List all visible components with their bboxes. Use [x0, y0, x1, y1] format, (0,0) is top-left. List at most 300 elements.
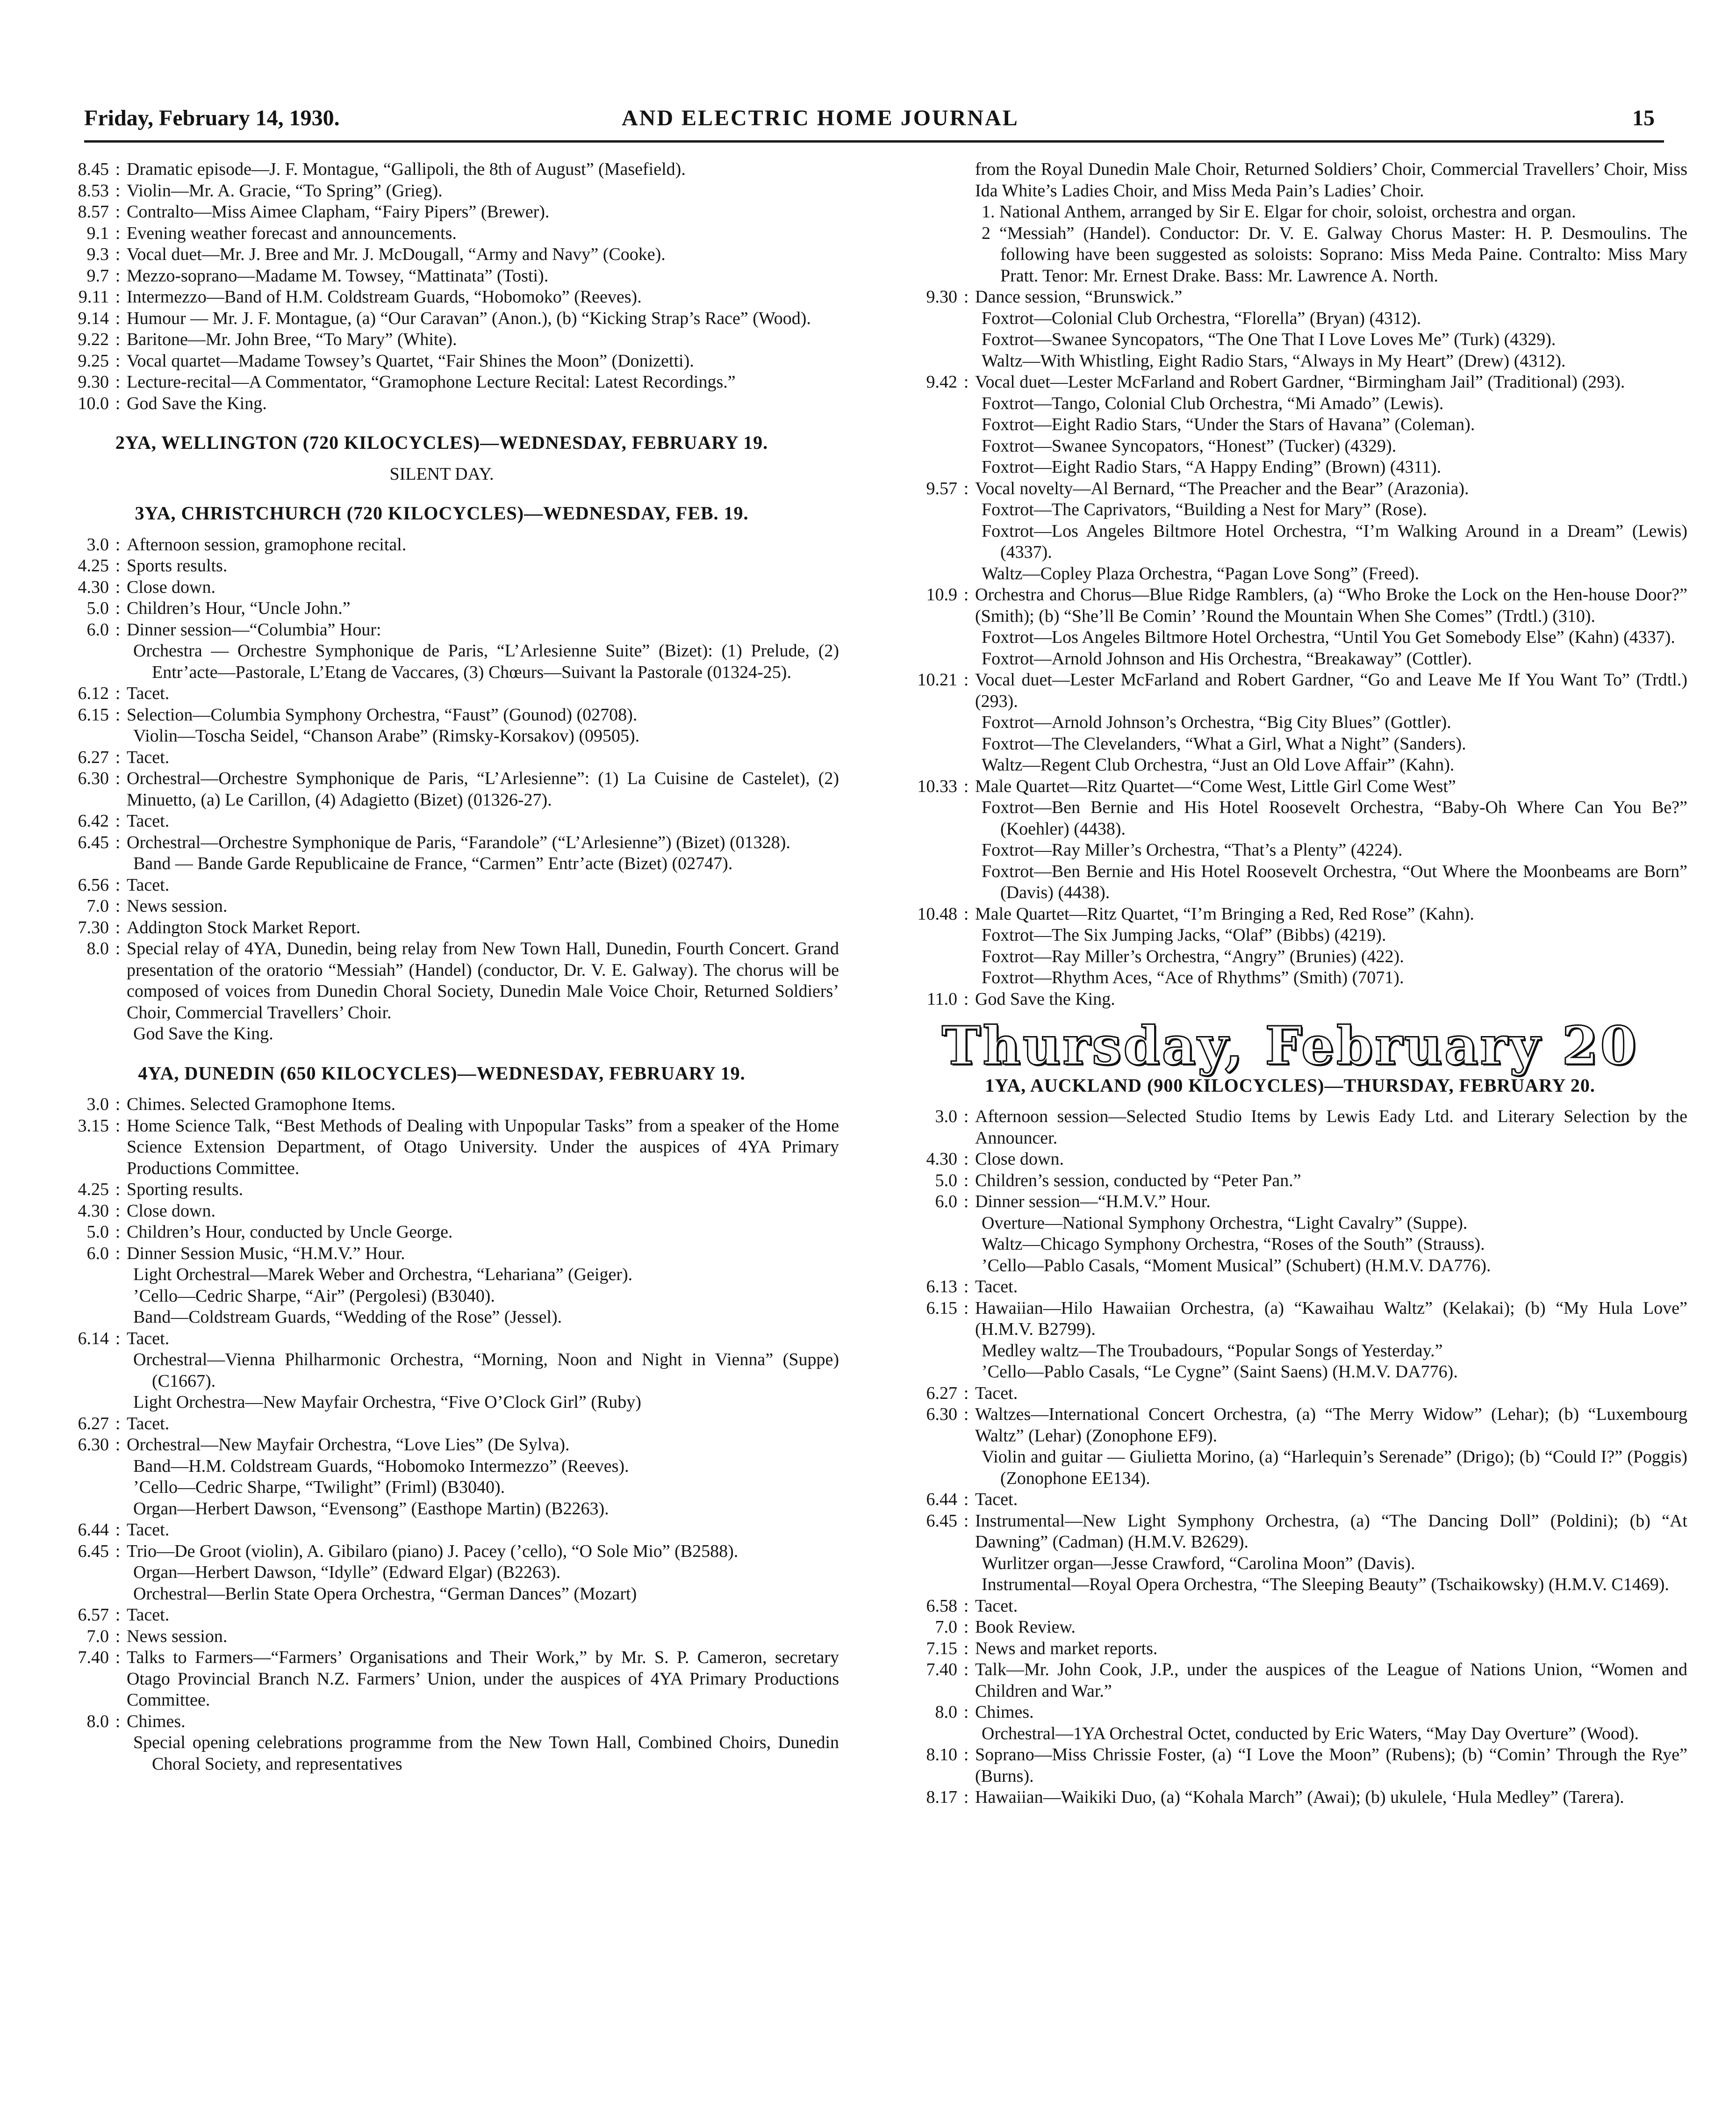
time-separator: : — [115, 556, 121, 576]
entry-time: 6.44 — [78, 1520, 109, 1540]
entry-time: 4.30 — [78, 577, 109, 597]
entry-time: 7.0 — [86, 1626, 109, 1646]
entry-text: Tacet. — [127, 1328, 170, 1348]
program-entry — [893, 1702, 1687, 1723]
journal-title: AND ELECTRIC HOME JOURNAL — [622, 106, 1019, 130]
entry-time: 5.0 — [86, 598, 109, 618]
entry-text: Dinner session—“H.M.V.” Hour. — [975, 1192, 1211, 1211]
time-separator: : — [115, 1413, 121, 1433]
entry-time: 6.0 — [935, 1192, 957, 1211]
program-entry — [44, 555, 839, 577]
program-entry — [44, 705, 839, 726]
time-separator: : — [115, 1648, 121, 1667]
entry-text: Afternoon session, gramophone recital. — [127, 534, 407, 554]
entry-text: Hawaiian—Hilo Hawaiian Orchestra, (a) “Kawaihau Waltz” (Kelakai); (b) “My Hula Love” (H.M.V. B2799). — [975, 1298, 1687, 1339]
entry-time: 5.0 — [86, 1222, 109, 1242]
time-separator: : — [963, 989, 969, 1009]
entry-time: 6.45 — [78, 832, 109, 852]
entry-time: 8.17 — [926, 1787, 957, 1807]
time-separator: : — [115, 1243, 121, 1263]
entry-text: Special relay of 4YA, Dunedin, being relay from New Town Hall, Dunedin, Fourth Concert. Grand presentation of the oratorio “Messiah” (Handel) (conductor, Dr. V. E. Galway). The chorus will be composed of voices from Dunedin Choral Society, Dunedin Male Voice Choir, Returned Soldiers’ Choir, Commercial Travellers’ Choir. — [127, 939, 839, 1022]
time-separator: : — [115, 1520, 121, 1540]
program-entry — [44, 329, 839, 351]
time-separator: : — [115, 330, 121, 349]
program-entry — [893, 670, 1687, 712]
entry-time: 6.0 — [86, 1243, 109, 1263]
program-entry — [893, 1106, 1687, 1149]
time-separator: : — [115, 534, 121, 554]
entry-time: 7.0 — [86, 896, 109, 916]
entry-text: Orchestra and Chorus—Blue Ridge Ramblers, (a) “Who Broke the Lock on the Hen-house Door?” (Smith); (b) “She’ll Be Comin’ ’Round the Mountain When She Comes” (Trdtl.) (310). — [975, 585, 1687, 626]
entry-time: 6.42 — [78, 811, 109, 831]
entry-time: 10.0 — [78, 393, 109, 413]
program-sub-item: Foxtrot—Ray Miller’s Orchestra, “Angry” (Brunies) (422). — [982, 946, 1404, 966]
program-entry — [44, 180, 839, 202]
program-sub-item: Foxtrot—Arnold Johnson’s Orchestra, “Big City Blues” (Gottler). — [982, 713, 1451, 732]
entry-text: Close down. — [975, 1149, 1064, 1169]
time-separator: : — [963, 1617, 969, 1637]
time-separator: : — [115, 1222, 121, 1242]
time-separator: : — [963, 1149, 969, 1169]
time-separator: : — [115, 287, 121, 307]
time-separator: : — [115, 223, 121, 243]
entry-time: 6.27 — [78, 1413, 109, 1433]
entry-text: Sports results. — [127, 556, 228, 576]
program-sub-item: Light Orchestra—New Mayfair Orchestra, “Five O’Clock Girl” (Ruby) — [133, 1392, 641, 1412]
entry-time: 6.58 — [926, 1596, 957, 1616]
time-separator: : — [963, 1596, 969, 1616]
program-sub-item: Waltz—With Whistling, Eight Radio Stars, “Always in My Heart” (Drew) (4312). — [982, 351, 1566, 371]
program-entry — [44, 202, 839, 223]
program-sub-item: Foxtrot—Eight Radio Stars, “A Happy Ending” (Brown) (4311). — [982, 457, 1442, 477]
entry-text: Tacet. — [127, 875, 170, 895]
program-sub-item: ’Cello—Pablo Casals, “Moment Musical” (Schubert) (H.M.V. DA776). — [982, 1255, 1491, 1275]
time-separator: : — [115, 372, 121, 392]
entry-text: Children’s Hour, “Uncle John.” — [127, 598, 351, 618]
entry-text: Tacet. — [975, 1277, 1018, 1296]
program-sub-item: 1. National Anthem, arranged by Sir E. Elgar for choir, soloist, orchestra and organ. — [982, 202, 1576, 222]
entry-text: Trio—De Groot (violin), A. Gibilaro (piano) J. Pacey (’cello), “O Sole Mio” (B2588). — [127, 1541, 739, 1561]
entry-text: God Save the King. — [975, 989, 1115, 1009]
program-entry — [44, 1647, 839, 1711]
time-separator: : — [963, 670, 969, 690]
wednesday-continued-list — [44, 159, 839, 414]
program-entry — [893, 1489, 1687, 1511]
entry-time: 6.30 — [926, 1404, 957, 1424]
entry-text: News and market reports. — [975, 1638, 1158, 1658]
program-sub-item: Foxtrot—Swanee Syncopators, “Honest” (Tucker) (4329). — [982, 436, 1397, 456]
time-separator: : — [963, 1745, 969, 1764]
program-entry — [44, 1626, 839, 1648]
time-separator: : — [115, 577, 121, 597]
entry-time: 8.0 — [86, 1711, 109, 1731]
entry-time: 4.25 — [78, 1180, 109, 1199]
entry-text: Tacet. — [127, 1605, 170, 1625]
entry-time: 10.48 — [917, 904, 957, 924]
time-separator: : — [115, 180, 121, 201]
time-separator: : — [963, 585, 969, 605]
time-separator: : — [115, 1605, 121, 1625]
time-separator: : — [115, 747, 121, 767]
silent-day-note: SILENT DAY. — [389, 464, 494, 484]
program-entry — [44, 917, 839, 939]
entry-text: Male Quartet—Ritz Quartet, “I’m Bringing a Red, Red Rose” (Kahn). — [975, 904, 1474, 924]
program-sub-item: Overture—National Symphony Orchestra, “Light Cavalry” (Suppe). — [982, 1213, 1468, 1233]
program-sub-item: Light Orchestral—Marek Weber and Orchestra, “Lehariana” (Geiger). — [133, 1265, 633, 1284]
time-separator: : — [115, 351, 121, 371]
entry-time: 11.0 — [926, 989, 957, 1009]
program-entry — [893, 776, 1687, 798]
program-entry — [44, 619, 839, 641]
time-separator: : — [115, 393, 121, 413]
entry-text: Baritone—Mr. John Bree, “To Mary” (White). — [127, 330, 457, 349]
time-separator: : — [115, 811, 121, 831]
program-entry — [893, 1787, 1687, 1808]
time-separator: : — [963, 478, 969, 498]
program-entry — [893, 1638, 1687, 1660]
time-separator: : — [115, 308, 121, 328]
entry-time: 6.56 — [78, 875, 109, 895]
program-sub-item: ’Cello—Cedric Sharpe, “Air” (Pergolesi) (B3040). — [133, 1286, 495, 1306]
program-entry — [44, 266, 839, 287]
program-sub-item: Foxtrot—Rhythm Aces, “Ace of Rhythms” (Smith) (7071). — [982, 968, 1404, 987]
time-separator: : — [963, 1170, 969, 1190]
time-separator: : — [115, 1626, 121, 1646]
program-entry — [44, 1179, 839, 1201]
program-entry — [44, 938, 839, 1023]
entry-text: News session. — [127, 896, 228, 916]
program-entry — [44, 287, 839, 308]
entry-time: 8.0 — [86, 939, 109, 958]
entry-time: 7.40 — [78, 1648, 109, 1667]
entry-text: Dinner Session Music, “H.M.V.” Hour. — [127, 1243, 405, 1263]
time-separator: : — [115, 1116, 121, 1136]
program-sub-item: God Save the King. — [133, 1024, 273, 1044]
program-entry — [893, 1298, 1687, 1340]
header-rule — [84, 140, 1664, 143]
program-entry — [893, 1744, 1687, 1787]
time-separator: : — [115, 598, 121, 618]
program-entry — [893, 584, 1687, 627]
entry-time: 6.44 — [926, 1490, 957, 1509]
thursday-day-heading: Thursday, February 20 — [941, 1015, 1639, 1077]
entry-text: Tacet. — [975, 1596, 1018, 1616]
time-separator: : — [963, 776, 969, 796]
program-sub-item: Band — Bande Garde Republicaine de France, “Carmen” Entr’acte (Bizet) (02747). — [133, 854, 733, 873]
entry-time: 9.1 — [86, 223, 109, 243]
program-entry — [893, 287, 1687, 308]
program-sub-item: Orchestra — Orchestre Symphonique de Paris, “L’Arlesienne Suite” (Bizet): (1) Prelude, (2) Entr’acte—Pastorale, L’Etang de Vaccares, (3) Chœurs—Suivant la Pastorale (01324-25). — [133, 641, 839, 682]
program-entry — [893, 1149, 1687, 1170]
entry-text: Mezzo-soprano—Madame M. Towsey, “Mattinata” (Tosti). — [127, 266, 549, 286]
program-sub-item: Waltz—Copley Plaza Orchestra, “Pagan Love Song” (Freed). — [982, 563, 1420, 583]
time-separator: : — [963, 1107, 969, 1126]
entry-time: 4.30 — [926, 1149, 957, 1169]
entry-text: Dramatic episode—J. F. Montague, “Gallipoli, the 8th of August” (Masefield). — [127, 159, 686, 179]
entry-time: 7.30 — [78, 917, 109, 937]
program-sub-item: 2 “Messiah” (Handel). Conductor: Dr. V. E. Galway Chorus Master: H. P. Desmoulins. The following have been suggested as soloists: Soprano: Miss Meda Paine. Contralto: Miss Mary Pratt. Tenor: Mr. Ernest Drake. Bass: Mr. Lawrence A. North. — [982, 223, 1687, 286]
entry-text: Hawaiian—Waikiki Duo, (a) “Kohala March” (Awai); (b) ukulele, ‘Hula Medley” (Tarera). — [975, 1787, 1624, 1807]
issue-date: Friday, February 14, 1930. — [84, 106, 340, 130]
program-sub-item: Orchestral—1YA Orchestral Octet, conducted by Eric Waters, “May Day Overture” (Wood). — [982, 1723, 1639, 1743]
entry-time: 9.57 — [926, 478, 957, 498]
entry-text: Vocal duet—Lester McFarland and Robert Gardner, “Birmingham Jail” (Traditional) (293). — [975, 372, 1625, 392]
entry-time: 10.9 — [926, 585, 957, 605]
entry-time: 8.0 — [935, 1702, 957, 1722]
time-separator: : — [115, 705, 121, 725]
program-sub-item: Foxtrot—Eight Radio Stars, “Under the Stars of Havana” (Coleman). — [982, 415, 1475, 434]
entry-text: Orchestral—New Mayfair Orchestra, “Love Lies” (De Sylva). — [127, 1435, 570, 1454]
entry-text: Violin—Mr. A. Gracie, “To Spring” (Grieg). — [127, 180, 443, 201]
program-sub-item: Wurlitzer organ—Jesse Crawford, “Carolina Moon” (Davis). — [982, 1553, 1415, 1573]
time-separator: : — [963, 287, 969, 307]
right-column — [893, 159, 1687, 1808]
entry-time: 9.11 — [78, 287, 109, 307]
entry-text: Sporting results. — [127, 1180, 244, 1199]
entry-time: 6.27 — [78, 747, 109, 767]
program-entry — [893, 1404, 1687, 1447]
entry-time: 9.3 — [86, 245, 109, 264]
entry-text: Soprano—Miss Chrissie Foster, (a) “I Love the Moon” (Rubens); (b) “Comin’ Through the Rye” (Burns). — [975, 1745, 1687, 1786]
program-sub-item: Violin—Toscha Seidel, “Chanson Arabe” (Rimsky-Korsakov) (09505). — [133, 726, 640, 746]
entry-time: 6.30 — [78, 1435, 109, 1454]
program-entry — [44, 1711, 839, 1733]
entry-text: Close down. — [127, 1201, 215, 1221]
entry-text: Children’s session, conducted by “Peter Pan.” — [975, 1170, 1301, 1190]
time-separator: : — [963, 1702, 969, 1722]
dunedin-continued-list — [893, 159, 1687, 1010]
entry-text: Tacet. — [127, 811, 170, 831]
time-separator: : — [963, 1404, 969, 1424]
entry-time: 6.14 — [78, 1328, 109, 1348]
entry-time: 7.15 — [926, 1638, 957, 1658]
entry-text: Selection—Columbia Symphony Orchestra, “Faust” (Gounod) (02708). — [127, 705, 638, 725]
page-header — [84, 101, 1655, 138]
christchurch-program-list — [44, 534, 839, 1045]
program-sub-item: Waltz—Chicago Symphony Orchestra, “Roses of the South” (Strauss). — [982, 1234, 1485, 1254]
time-separator: : — [115, 1541, 121, 1561]
time-separator: : — [115, 875, 121, 895]
program-sub-item: Foxtrot—Ben Bernie and His Hotel Roosevelt Orchestra, “Baby-Oh Where Can You Be?” (Koehler) (4438). — [982, 798, 1687, 839]
auckland-program-list — [893, 1106, 1687, 1808]
entry-text: Tacet. — [975, 1383, 1018, 1403]
entry-time: 6.57 — [78, 1605, 109, 1625]
program-sub-item: Band—Coldstream Guards, “Wedding of the Rose” (Jessel). — [133, 1307, 562, 1327]
entry-time: 9.30 — [78, 372, 109, 392]
entry-text: Orchestral—Orchestre Symphonique de Paris, “L’Arlesienne”: (1) La Cuisine de Castelet), (2) Minuetto, (a) Le Carillon, (4) Adagietto (Bizet) (01326-27). — [127, 769, 839, 810]
entry-text: Afternoon session—Selected Studio Items by Lewis Eady Ltd. and Literary Selection by the Announcer. — [975, 1107, 1687, 1148]
time-separator: : — [115, 1094, 121, 1114]
time-separator: : — [115, 832, 121, 852]
program-entry — [893, 989, 1687, 1010]
entry-time: 6.0 — [86, 619, 109, 640]
program-entry — [44, 534, 839, 556]
entry-text: Tacet. — [127, 747, 170, 767]
entry-text: Chimes. Selected Gramophone Items. — [127, 1094, 396, 1114]
time-separator: : — [115, 1201, 121, 1221]
time-separator: : — [115, 896, 121, 916]
program-entry — [44, 1328, 839, 1350]
entry-text: Children’s Hour, conducted by Uncle George. — [127, 1222, 453, 1242]
entry-time: 8.53 — [78, 180, 109, 201]
entry-text: Dinner session—“Columbia” Hour: — [127, 619, 381, 640]
program-entry — [44, 223, 839, 245]
left-column — [44, 159, 839, 1775]
entry-text: Talk—Mr. John Cook, J.P., under the auspices of the League of Nations Union, “Women and Children and War.” — [975, 1660, 1687, 1701]
wellington-section-title: 2YA, WELLINGTON (720 KILOCYCLES)—WEDNESDAY, FEBRUARY 19. — [115, 432, 768, 453]
time-separator: : — [963, 372, 969, 392]
program-entry — [44, 577, 839, 598]
time-separator: : — [115, 1711, 121, 1731]
program-sub-item: Foxtrot—Arnold Johnson and His Orchestra, “Breakaway” (Cottler). — [982, 648, 1472, 669]
program-entry — [893, 1511, 1687, 1553]
entry-text: God Save the King. — [127, 393, 267, 413]
program-sub-item: Special opening celebrations programme from the New Town Hall, Combined Choirs, Dunedin Choral Society, and representatives — [133, 1733, 839, 1774]
program-entry — [44, 1605, 839, 1626]
time-separator: : — [115, 202, 121, 222]
entry-time: 3.0 — [86, 534, 109, 554]
entry-text: Orchestral—Orchestre Symphonique de Paris, “Farandole” (“L’Arlesienne”) (Bizet) (01328). — [127, 832, 790, 852]
time-separator: : — [115, 266, 121, 286]
entry-text: Home Science Talk, “Best Methods of Dealing with Unpopular Tasks” from a speaker of the Home Science Extension Department, of Otago University. Under the auspices of 4YA Primary Productions Committee. — [127, 1116, 839, 1178]
entry-text: Evening weather forecast and announcements. — [127, 223, 457, 243]
time-separator: : — [115, 619, 121, 640]
entry-time: 9.7 — [86, 266, 109, 286]
program-entry — [893, 904, 1687, 925]
entry-text: Chimes. — [975, 1702, 1034, 1722]
entry-time: 9.30 — [926, 287, 957, 307]
program-entry — [44, 393, 839, 415]
entry-time: 6.27 — [926, 1383, 957, 1403]
program-entry — [893, 478, 1687, 500]
time-separator: : — [963, 1298, 969, 1318]
program-entry — [893, 1617, 1687, 1638]
time-separator: : — [963, 1660, 969, 1679]
time-separator: : — [115, 159, 121, 179]
program-sub-item: Foxtrot—Colonial Club Orchestra, “Florella” (Bryan) (4312). — [982, 308, 1421, 328]
page-number: 15 — [1632, 106, 1655, 130]
program-entry — [44, 747, 839, 769]
program-entry — [44, 896, 839, 917]
time-separator: : — [963, 1787, 969, 1807]
program-sub-item: Foxtrot—Los Angeles Biltmore Hotel Orchestra, “Until You Get Somebody Else” (Kahn) (4337). — [982, 627, 1675, 647]
time-separator: : — [115, 1180, 121, 1199]
entry-time: 9.42 — [926, 372, 957, 392]
program-entry — [44, 308, 839, 330]
program-sub-item: Waltz—Regent Club Orchestra, “Just an Old Love Affair” (Kahn). — [982, 755, 1455, 775]
auckland-section-title: 1YA, AUCKLAND (900 KILOCYCLES)—THURSDAY, FEBRUARY 20. — [985, 1074, 1595, 1096]
entry-time: 5.0 — [935, 1170, 957, 1190]
program-entry — [44, 1243, 839, 1265]
program-entry — [44, 1519, 839, 1541]
program-sub-item: Band—H.M. Coldstream Guards, “Hobomoko Intermezzo” (Reeves). — [133, 1456, 629, 1476]
program-entry — [893, 1383, 1687, 1404]
christchurch-section-title: 3YA, CHRISTCHURCH (720 KILOCYCLES)—WEDNESDAY, FEB. 19. — [135, 503, 749, 524]
dunedin-section-title: 4YA, DUNEDIN (650 KILOCYCLES)—WEDNESDAY, FEBRUARY 19. — [138, 1062, 746, 1084]
program-sub-item: Foxtrot—Ray Miller’s Orchestra, “That’s a Plenty” (4224). — [982, 840, 1403, 860]
program-sub-item: Instrumental—Royal Opera Orchestra, “The Sleeping Beauty” (Tschaikowsky) (H.M.V. C1469). — [982, 1575, 1669, 1594]
entry-text: Lecture-recital—A Commentator, “Gramophone Lecture Recital: Latest Recordings.” — [127, 372, 736, 392]
entry-time: 8.57 — [78, 202, 109, 222]
program-sub-item: Orchestral—Berlin State Opera Orchestra, “German Dances” (Mozart) — [133, 1584, 637, 1604]
entry-text: Book Review. — [975, 1617, 1076, 1637]
time-separator: : — [963, 1490, 969, 1509]
program-sub-item: Foxtrot—Swanee Syncopators, “The One That I Love Loves Me” (Turk) (4329). — [982, 330, 1556, 349]
entry-time: 4.30 — [78, 1201, 109, 1221]
entry-time: 8.45 — [78, 159, 109, 179]
program-sub-item: Foxtrot—The Clevelanders, “What a Girl, What a Night” (Sanders). — [982, 734, 1466, 754]
entry-text: Vocal quartet—Madame Towsey’s Quartet, “Fair Shines the Moon” (Donizetti). — [127, 351, 694, 371]
entry-text: Vocal novelty—Al Bernard, “The Preacher and the Bear” (Arazonia). — [975, 478, 1469, 498]
entry-text: News session. — [127, 1626, 228, 1646]
time-separator: : — [963, 1383, 969, 1403]
program-entry — [44, 683, 839, 705]
entry-time: 7.40 — [926, 1660, 957, 1679]
entry-time: 4.25 — [78, 556, 109, 576]
entry-text: Talks to Farmers—“Farmers’ Organisations and Their Work,” by Mr. S. P. Cameron, secretary Otago Provincial Branch N.Z. Farmers’ Union, under the auspices of 4YA Primary Productions Committee. — [127, 1648, 839, 1710]
program-entry — [44, 1541, 839, 1562]
continued-text: from the Royal Dunedin Male Choir, Returned Soldiers’ Choir, Commercial Travellers’ Choir, Miss Ida White’s Ladies Choir, and Miss Meda Pain’s Ladies’ Choir. — [975, 159, 1687, 201]
program-sub-item: Foxtrot—The Caprivators, “Building a Nest for Mary” (Rose). — [982, 500, 1427, 519]
entry-text: Vocal duet—Lester McFarland and Robert Gardner, “Go and Leave Me If You Want To” (Trdtl.) (293). — [975, 670, 1687, 711]
entry-text: Tacet. — [127, 1413, 170, 1433]
entry-time: 9.25 — [78, 351, 109, 371]
entry-time: 3.15 — [78, 1116, 109, 1136]
time-separator: : — [963, 904, 969, 924]
program-entry — [44, 1413, 839, 1435]
program-sub-item: ’Cello—Cedric Sharpe, “Twilight” (Friml) (B3040). — [133, 1477, 505, 1497]
program-sub-item: Foxtrot—Tango, Colonial Club Orchestra, “Mi Amado” (Lewis). — [982, 393, 1444, 413]
entry-text: Dance session, “Brunswick.” — [975, 287, 1183, 307]
program-entry — [44, 1094, 839, 1116]
program-entry — [44, 1434, 839, 1456]
program-entry — [893, 1659, 1687, 1702]
program-entry — [44, 159, 839, 180]
program-entry — [893, 372, 1687, 393]
program-sub-item: Orchestral—Vienna Philharmonic Orchestra, “Morning, Noon and Night in Vienna” (Suppe) (C1667). — [133, 1350, 839, 1391]
program-entry — [893, 1170, 1687, 1192]
time-separator: : — [963, 1277, 969, 1296]
entry-text: Close down. — [127, 577, 215, 597]
entry-text: Waltzes—International Concert Orchestra, (a) “The Merry Widow” (Lehar); (b) “Luxembourg Waltz” (Lehar) (Zonophone EF9). — [975, 1404, 1687, 1446]
program-entry — [44, 832, 839, 854]
program-entry — [44, 372, 839, 393]
entry-time: 6.15 — [926, 1298, 957, 1318]
entry-text: Tacet. — [127, 684, 170, 703]
entry-text: Male Quartet—Ritz Quartet—“Come West, Little Girl Come West” — [975, 776, 1456, 796]
program-entry — [44, 1116, 839, 1180]
entry-text: Addington Stock Market Report. — [127, 917, 361, 937]
time-separator: : — [115, 939, 121, 958]
entry-time: 6.45 — [78, 1541, 109, 1561]
time-separator: : — [115, 1435, 121, 1454]
program-entry — [44, 244, 839, 266]
time-separator: : — [115, 684, 121, 703]
entry-time: 6.15 — [78, 705, 109, 725]
program-sub-item: ’Cello—Pablo Casals, “Le Cygne” (Saint Saens) (H.M.V. DA776). — [982, 1362, 1458, 1382]
program-entry — [44, 811, 839, 832]
entry-time: 9.14 — [78, 308, 109, 328]
program-sub-item: Violin and guitar — Giulietta Morino, (a) “Harlequin’s Serenade” (Drigo); (b) “Could I?” (Poggis) (Zonophone EE134). — [982, 1447, 1687, 1488]
program-sub-item: Organ—Herbert Dawson, “Evensong” (Easthope Martin) (B2263). — [133, 1498, 609, 1519]
program-entry — [44, 768, 839, 811]
program-sub-item: Foxtrot—The Six Jumping Jacks, “Olaf” (Bibbs) (4219). — [982, 925, 1386, 945]
entry-time: 8.10 — [926, 1745, 957, 1764]
entry-time: 3.0 — [935, 1107, 957, 1126]
program-sub-item: Foxtrot—Los Angeles Biltmore Hotel Orchestra, “I’m Walking Around in a Dream” (Lewis) (4337). — [982, 521, 1687, 562]
time-separator: : — [963, 1638, 969, 1658]
entry-time: 3.0 — [86, 1094, 109, 1114]
